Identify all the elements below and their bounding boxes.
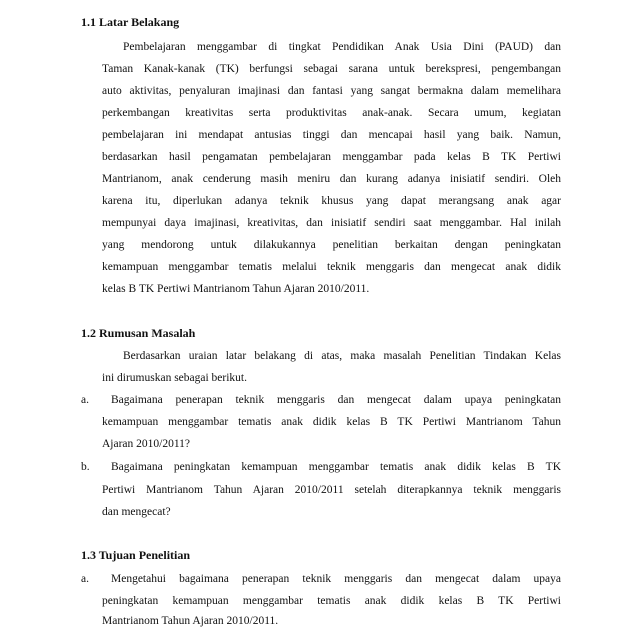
list-item-line: peningkatan kemampuan menggambar tematis anak didik kelas B TK Pertiwi [102, 595, 561, 607]
paragraph-line: yang mendorong untuk dilakukannya penelitian berkaitan dengan peningkatan [102, 239, 561, 251]
list-item-line: Bagaimana peningkatan kemampuan menggambar tematis anak didik kelas B TK [111, 461, 561, 473]
paragraph-line: Taman Kanak-kanak (TK) berfungsi sebagai sarana untuk berekspresi, pengembangan [102, 63, 561, 75]
list-item-line: kemampuan menggambar tematis anak didik kelas B TK Pertiwi Mantrianom Tahun [102, 416, 561, 428]
list-item-line: Mantrianom Tahun Ajaran 2010/2011. [102, 615, 279, 627]
paragraph-line: kemampuan menggambar tematis melalui teknik menggaris dan mengecat anak didik [102, 261, 561, 273]
paragraph-line: karena itu, diperlukan adanya teknik khusus yang dapat merangsang anak agar [102, 195, 561, 207]
list-item-line: Bagaimana penerapan teknik menggaris dan mengecat dalam upaya peningkatan [111, 394, 561, 406]
section-heading-latar-belakang: 1.1 Latar Belakang [81, 15, 180, 29]
list-item-line: Mengetahui bagaimana penerapan teknik menggaris dan mengecat dalam upaya [111, 573, 561, 585]
paragraph-line: mempunyai daya imajinasi, kreativitas, dan inisiatif sendiri saat menggambar. Hal inilah [102, 217, 561, 229]
list-item-line: dan mengecat? [102, 506, 171, 518]
paragraph-line: kelas B TK Pertiwi Mantrianom Tahun Ajaran 2010/2011. [102, 283, 370, 295]
list-marker: a. [81, 394, 89, 406]
list-marker: b. [81, 461, 90, 473]
paragraph-line: auto aktivitas, penyaluran imajinasi dan fantasi yang sangat bermakna dalam memelihara [102, 85, 561, 97]
paragraph-line: perkembangan kreativitas serta produktivitas anak-anak. Secara umum, kegiatan [102, 107, 561, 119]
section-heading-rumusan-masalah: 1.2 Rumusan Masalah [81, 326, 196, 340]
list-item-line: Ajaran 2010/2011? [102, 438, 191, 450]
paragraph-line: pembelajaran ini mendapat antusias tinggi dan mencapai hasil yang baik. Namun, [102, 129, 561, 141]
list-item-line: Pertiwi Mantrianom Tahun Ajaran 2010/2011 setelah diterapkannya teknik menggaris [102, 484, 561, 496]
section-heading-tujuan-penelitian: 1.3 Tujuan Penelitian [81, 548, 191, 562]
paragraph-line: ini dirumuskan sebagai berikut. [102, 372, 247, 384]
paragraph-line: Pembelajaran menggambar di tingkat Pendidikan Anak Usia Dini (PAUD) dan [123, 41, 561, 53]
paragraph-line: berdasarkan hasil pengamatan pembelajaran menggambar pada kelas B TK Pertiwi [102, 151, 561, 163]
list-marker: a. [81, 573, 89, 585]
paragraph-line: Mantrianom, anak cenderung masih meniru dan kurang adanya inisiatif sendiri. Oleh [102, 173, 561, 185]
paragraph-line: Berdasarkan uraian latar belakang di atas, maka masalah Penelitian Tindakan Kelas [123, 350, 561, 362]
